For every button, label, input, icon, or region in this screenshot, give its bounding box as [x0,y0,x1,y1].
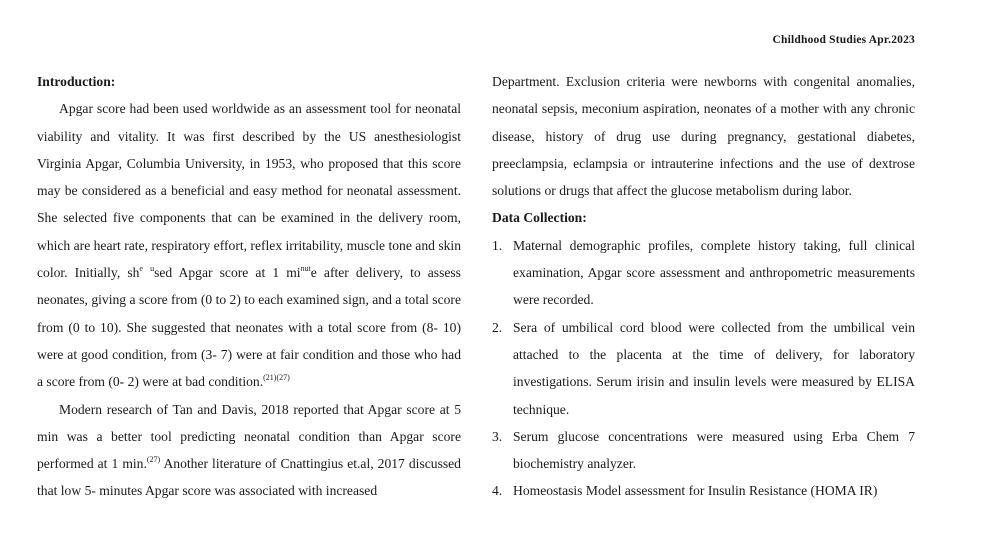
intro-p1-text-b: sed Apgar score at 1 mi [154,265,301,281]
list-item-text: Homeostasis Model assessment for Insulin Resistance (HOMA IR) [513,483,878,499]
list-item-number: 3. [492,428,503,444]
intro-p1-text-a: Apgar score had been used worldwide as an assessment tool for neonatal viability and vitality. It was first described by the US anesthesiologist Virginia Apgar, Columbia University, in 1953, who proposed that this score may be considered as a beneficial and easy method for neonatal assessment. She selected five components that can be examined in the delivery room, which are heart rate, respiratory effort, reflex irritability, muscle tone and skin color. Initially, sh [37,101,461,281]
intro-p2-citation: (27) [146,455,161,465]
introduction-heading: Introduction: [37,74,116,89]
list-item-text: Sera of umbilical cord blood were collected from the umbilical vein attached to the placenta at the time of delivery, for laboratory investigations. Serum irisin and insulin levels were measured by ELISA technique. [513,319,915,417]
list-item-number: 1. [492,237,503,253]
right-column [492,68,915,505]
intro-p2-text-b: Another literature of Cnattingius et.al, 2017 discussed that low 5- minutes Apgar score was associated with increased [37,456,461,499]
intro-p1-artifact-1: e [139,264,143,274]
intro-paragraph-1 [37,95,461,395]
list-item [492,232,915,314]
intro-p2-text-a: Modern research of Tan and Davis, 2018 reported that Apgar score at 5 min was a better tool predicting neonatal condition than Apgar score performed at 1 min. [37,401,461,472]
list-item-number: 4. [492,483,503,499]
intro-p1-text-c: e after delivery, to assess neonates, giving a score from (0 to 2) to each examined sign, and a total score from (0 to 10). She suggested that neonates with a total score from (8- 10) were at good condition, from (3- 7) were at fair condition and those who had a score from (0- 2) were at bad condition. [37,265,461,390]
journal-header: Childhood Studies Apr.2023 [772,34,915,46]
list-item-number: 2. [492,319,503,335]
list-item [492,423,915,478]
left-column [37,68,461,505]
list-item-text: Serum glucose concentrations were measured using Erba Chem 7 biochemistry analyzer. [513,428,915,472]
intro-p1-artifact-2: u [150,264,155,274]
intro-paragraph-2 [37,396,461,505]
list-item [492,477,915,504]
list-item-text: Maternal demographic profiles, complete history taking, full clinical examination, Apgar score assessment and anthropometric measurements were recorded. [513,237,915,308]
data-collection-heading: Data Collection: [492,210,587,226]
data-collection-list [492,232,915,505]
list-item [492,314,915,423]
exclusion-paragraph: Department. Exclusion criteria were newborns with congenital anomalies, neonatal sepsis, meconium aspiration, neonates of a mother with any chronic disease, history of drug use during pregnancy, gestational diabetes, preeclampsia, eclampsia or intrauterine infections and the use of dextrose solutions or drugs that affect the glucose metabolism during labor. [492,74,915,199]
intro-p1-citation: (21)(27) [263,373,290,383]
intro-p1-artifact-3: nut [300,264,311,274]
